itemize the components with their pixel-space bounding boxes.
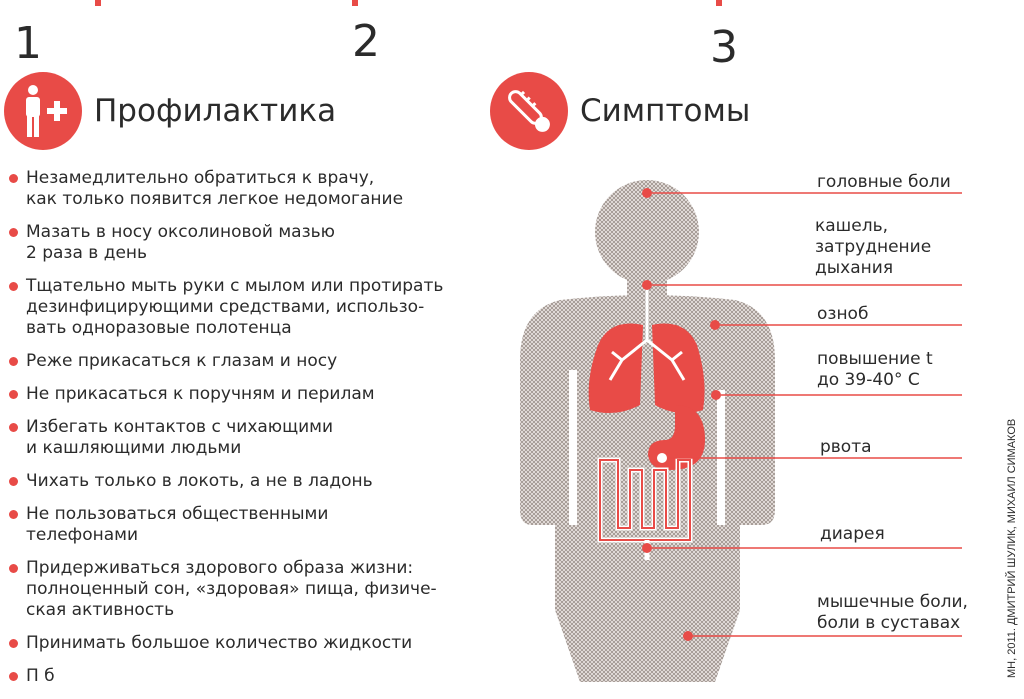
credit-text: МН, 2011. ДМИТРИЙ ШУЛИК, МИХАИЛ СИМАКОВ	[1006, 418, 1018, 678]
list-item: Избегать контактов с чихающими и кашляющими людьми	[8, 417, 458, 459]
list-item: Не пользоваться общественными телефонами	[8, 504, 458, 546]
list-item: Принимать большое количество жидкости	[8, 633, 458, 654]
symptom-cough: кашель, затруднение дыхания	[815, 216, 932, 278]
list-item: Незамедлительно обратиться к врачу, как только появится легкое недомогание	[8, 168, 458, 210]
list-item: Придерживаться здорового образа жизни: полноценный сон, «здоровая» пища, физиче- ская активность	[8, 558, 458, 621]
section-number-1: 1	[14, 18, 42, 69]
section-number-2: 2	[352, 16, 380, 67]
symptom-chills: озноб	[817, 304, 869, 324]
prevention-title: Профилактика	[94, 93, 337, 129]
list-item: Чихать только в локоть, а не в ладонь	[8, 471, 458, 492]
symptom-fever: повышение t до 39-40° С	[817, 349, 933, 390]
credit	[1000, 380, 1020, 680]
symptom-muscle-pain: мышечные боли, боли в суставах	[817, 592, 968, 633]
symptom-headache: головные боли	[817, 172, 951, 192]
list-item: Тщательно мыть руки с мылом или протирать дезинфицирующими средствами, использо- вать одноразовые полотенца	[8, 276, 458, 339]
list-item: Не прикасаться к поручням и перилам	[8, 384, 458, 405]
symptoms-title: Симптомы	[580, 93, 751, 129]
section-number-3: 3	[710, 22, 738, 73]
list-item: Реже прикасаться к глазам и носу	[8, 351, 458, 372]
list-item: Мазать в носу оксолиновой мазью 2 раза в день	[8, 222, 458, 264]
symptom-diarrhea: диарея	[820, 524, 885, 544]
body-silhouette	[520, 180, 775, 682]
symptom-vomiting: рвота	[820, 437, 872, 457]
list-item: П б	[8, 666, 458, 687]
